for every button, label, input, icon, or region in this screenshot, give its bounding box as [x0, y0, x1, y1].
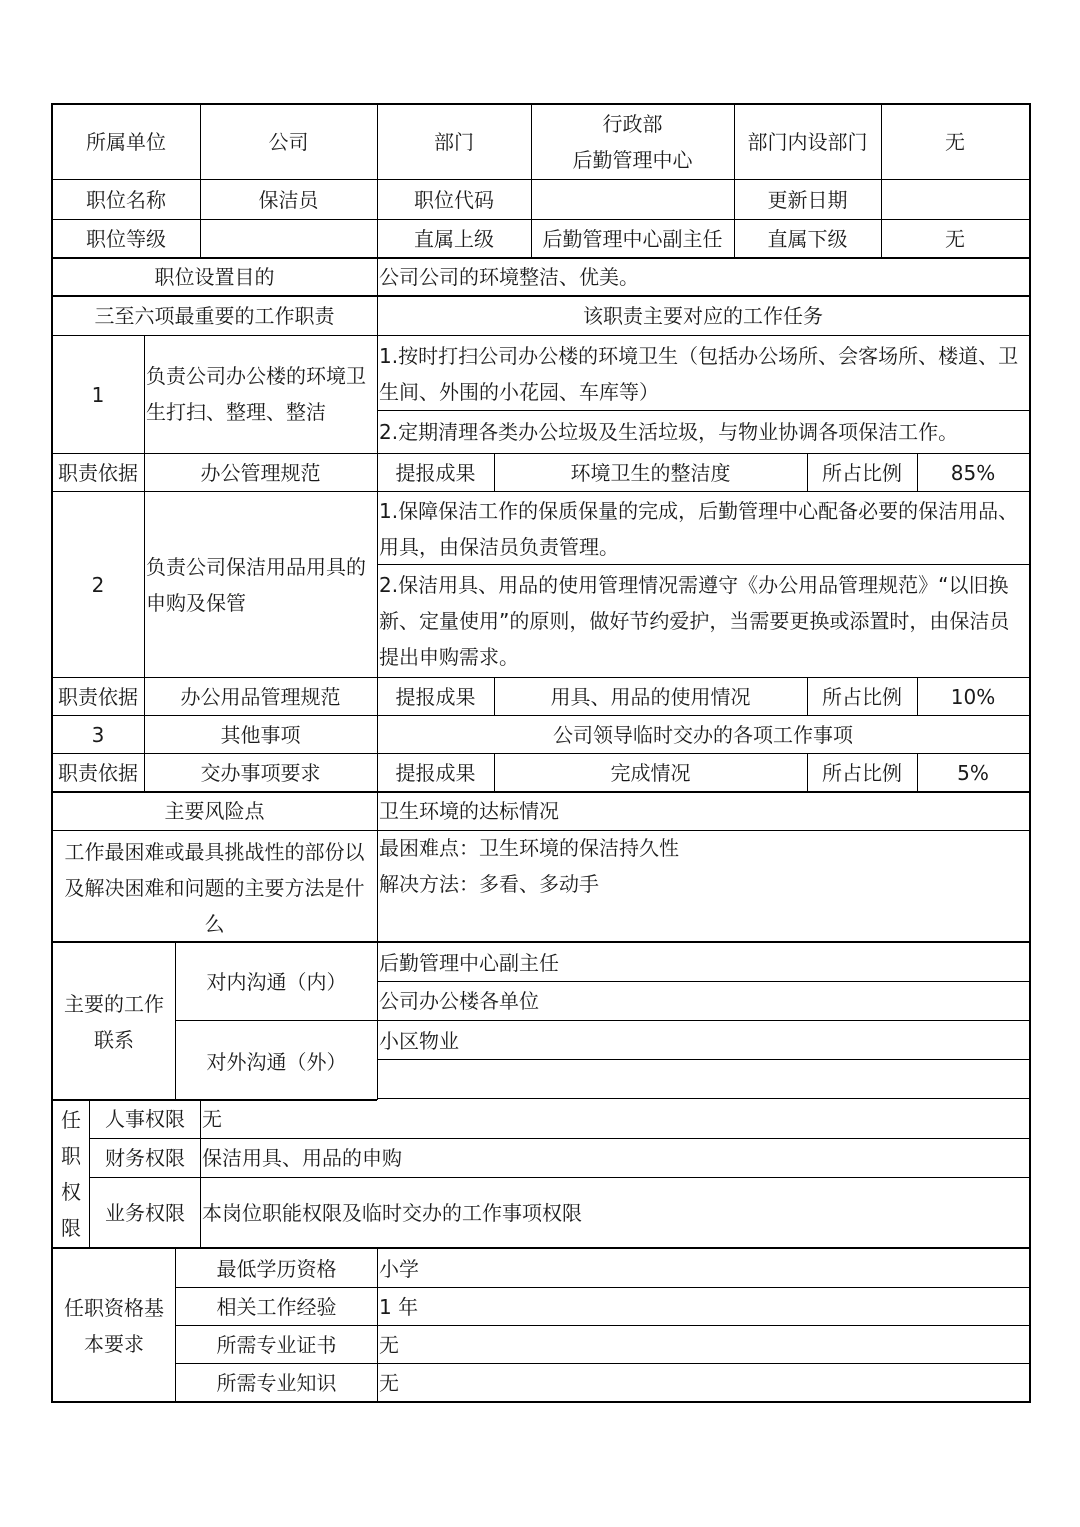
requirements-label: 任职资格基本要求 — [64, 1296, 164, 1356]
education-value: 小学 — [379, 1257, 419, 1281]
duty-2-ratio-label: 所占比例 — [822, 685, 902, 709]
duty-2-title: 负责公司保洁用品用具的申购及保管 — [146, 555, 366, 615]
finance-authority-value: 保洁用具、用品的申购 — [202, 1146, 402, 1170]
superior-label: 直属上级 — [414, 227, 494, 251]
business-authority-label: 业务权限 — [105, 1201, 185, 1225]
authority-label-char-4: 限 — [61, 1216, 81, 1240]
hr-authority-value: 无 — [202, 1107, 222, 1131]
knowledge-label: 所需专业知识 — [216, 1371, 337, 1395]
position-name-value: 保洁员 — [258, 188, 319, 212]
external-contact-2 — [377, 1060, 1029, 1098]
authority-label-char-1: 任 — [61, 1108, 81, 1132]
internal-contact-1: 后勤管理中心副主任 — [379, 951, 559, 975]
duty-1-title: 负责公司办公楼的环境卫生打扫、整理、整洁 — [146, 364, 366, 424]
duty-3-ratio-label: 所占比例 — [822, 761, 902, 785]
duties-header-left: 三至六项最重要的工作职责 — [94, 304, 335, 328]
position-level-value — [200, 220, 377, 258]
unit-label: 所属单位 — [86, 130, 166, 154]
external-label: 对外沟通（外） — [206, 1050, 347, 1074]
experience-value: 1 年 — [379, 1295, 419, 1319]
subdept-label: 部门内设部门 — [747, 130, 868, 154]
hr-authority-label: 人事权限 — [105, 1107, 185, 1131]
duties-header-right: 该职责主要对应的工作任务 — [583, 304, 823, 328]
duty-2-task-1: 1.保障保洁工作的保质保量的完成，后勤管理中心配备必要的保洁用品、用具，由保洁员负责管理。 — [379, 499, 1019, 559]
certificate-label: 所需专业证书 — [216, 1333, 337, 1357]
update-date-value — [881, 180, 1029, 220]
duty-2-result: 用具、用品的使用情况 — [550, 685, 751, 709]
duty-2-ratio: 10% — [950, 685, 996, 709]
unit-value: 公司 — [268, 130, 309, 154]
subordinate-label: 直属下级 — [767, 227, 848, 251]
dept-value-line-1: 行政部 — [602, 112, 663, 136]
risk-value: 卫生环境的达标情况 — [379, 799, 559, 823]
duty-2-number: 2 — [91, 573, 105, 597]
experience-label: 相关工作经验 — [216, 1295, 337, 1319]
contacts-label: 主要的工作联系 — [64, 992, 164, 1052]
position-level-label: 职位等级 — [86, 227, 166, 251]
position-name-label: 职位名称 — [86, 188, 166, 212]
duty-1-basis-label: 职责依据 — [58, 461, 138, 485]
business-authority-value: 本岗位职能权限及临时交办的工作事项权限 — [202, 1201, 582, 1225]
purpose-value: 公司公司的环境整洁、优美。 — [379, 265, 639, 289]
external-contact-1: 小区物业 — [379, 1029, 459, 1053]
authority-label-char-2: 职 — [61, 1144, 81, 1168]
authority-label — [52, 1100, 90, 1248]
duty-1-result-label: 提报成果 — [395, 461, 476, 485]
duty-3-basis-label: 职责依据 — [58, 761, 138, 785]
difficulty-line-2: 解决方法：多看、多动手 — [379, 872, 599, 896]
grid-line-h — [377, 1020, 1029, 1021]
duty-2-basis-label: 职责依据 — [58, 685, 138, 709]
difficulty-value — [377, 830, 1029, 942]
duty-3-task-1: 公司领导临时交办的各项工作事项 — [553, 723, 853, 747]
subordinate-value: 无 — [945, 227, 965, 251]
dept-value-line-2: 后勤管理中心 — [572, 148, 693, 172]
position-code-value — [531, 180, 734, 220]
risk-label: 主要风险点 — [164, 799, 265, 823]
duty-1-ratio: 85% — [950, 461, 996, 485]
difficulty-label: 工作最困难或最具挑战性的部份以及解决困难和问题的主要方法是什么 — [64, 840, 365, 936]
position-code-label: 职位代码 — [414, 188, 494, 212]
duty-3-basis: 交办事项要求 — [200, 761, 321, 785]
duty-3-result: 完成情况 — [610, 761, 691, 785]
grid-line-v — [1029, 103, 1031, 1248]
grid-line-h — [175, 1020, 377, 1021]
duty-1-ratio-label: 所占比例 — [822, 461, 902, 485]
knowledge-value: 无 — [379, 1371, 399, 1395]
duty-3-title: 其他事项 — [220, 723, 301, 747]
grid-line-h — [377, 1098, 1029, 1099]
duty-2-task-2: 2.保洁用具、用品的使用管理情况需遵守《办公用品管理规范》“以旧换新、定量使用”的原则，做好节约爱护，当需要更换或添置时，由保洁员提出申购需求。 — [379, 573, 1010, 669]
duty-3-number: 3 — [91, 723, 105, 747]
duty-1-number: 1 — [91, 383, 105, 407]
duty-2-result-label: 提报成果 — [395, 685, 476, 709]
certificate-value: 无 — [379, 1333, 399, 1357]
update-date-label: 更新日期 — [767, 188, 848, 212]
dept-label: 部门 — [434, 130, 474, 154]
internal-contact-2: 公司办公楼各单位 — [379, 989, 539, 1013]
dept-value — [531, 104, 734, 180]
duty-1-task-2: 2.定期清理各类办公垃圾及生活垃圾，与物业协调各项保洁工作。 — [379, 420, 959, 444]
subdept-value: 无 — [945, 130, 965, 154]
difficulty-line-1: 最困难点：卫生环境的保洁持久性 — [379, 836, 679, 860]
duty-1-task-1: 1.按时打扫公司办公楼的环境卫生（包括办公场所、会客场所、楼道、卫生间、外围的小花园、车库等） — [379, 344, 1019, 404]
education-label: 最低学历资格 — [216, 1257, 337, 1281]
grid-line-v — [1029, 1247, 1031, 1403]
duty-3-ratio: 5% — [957, 761, 989, 785]
authority-label-char-3: 权 — [61, 1180, 81, 1204]
finance-authority-label: 财务权限 — [105, 1146, 185, 1170]
internal-label: 对内沟通（内） — [206, 970, 347, 994]
duty-1-basis: 办公管理规范 — [200, 461, 321, 485]
duty-3-result-label: 提报成果 — [395, 761, 476, 785]
duty-2-basis: 办公用品管理规范 — [180, 685, 341, 709]
duty-1-result: 环境卫生的整洁度 — [570, 461, 731, 485]
superior-value: 后勤管理中心副主任 — [542, 227, 723, 251]
purpose-label: 职位设置目的 — [154, 265, 275, 289]
